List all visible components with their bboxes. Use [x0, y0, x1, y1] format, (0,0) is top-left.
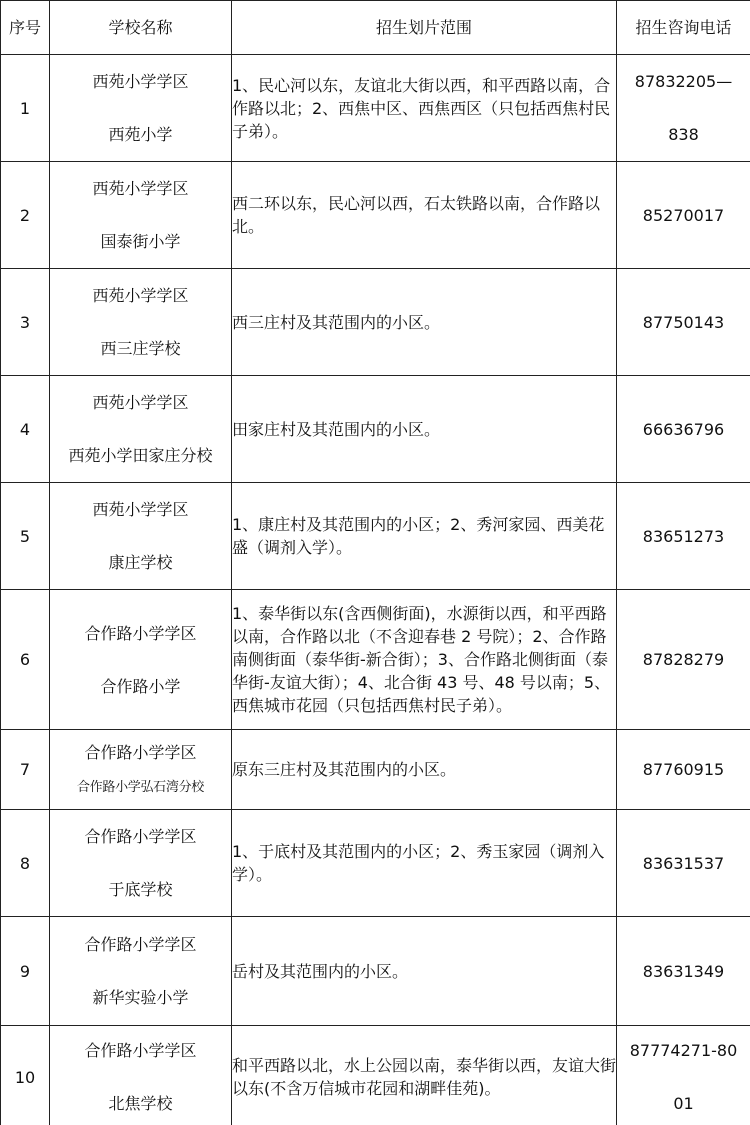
table-row: [1, 55, 750, 162]
school-name: 合作路小学: [100, 676, 181, 696]
header-row: [1, 1, 750, 55]
row-number: 5: [1, 483, 50, 590]
enrollment-range: 1、泰华街以东(含西侧街面)，水源街以西，和平西路以南，合作路以北（不含迎春巷 2 号院）；2、合作路南侧街面（泰华街-新合街）；3、合作路北侧街面（泰华街-友谊大街）；4、北合街 43 号、48 号以南；5、西焦城市花园（只包括西焦村民子弟）。: [232, 590, 617, 730]
district-name: 合作路小学学区: [84, 827, 197, 846]
table-row: [1, 810, 750, 917]
phone-number: 85270017: [617, 162, 750, 269]
row-number: 2: [1, 162, 50, 269]
district-name: 西苑小学学区: [92, 500, 189, 519]
enrollment-range: 1、于底村及其范围内的小区；2、秀玉家园（调剂入学）。: [232, 810, 617, 917]
school-name: 康庄学校: [108, 553, 173, 572]
school-cell: [50, 162, 232, 269]
enrollment-range: 岳村及其范围内的小区。: [232, 917, 617, 1026]
enrollment-range: 原东三庄村及其范围内的小区。: [232, 730, 617, 810]
school-cell: [50, 590, 232, 730]
row-number: 3: [1, 269, 50, 376]
phone-number: 83631537: [617, 810, 750, 917]
school-name: 于底学校: [108, 880, 173, 899]
table-row: [1, 376, 750, 483]
school-name: 西苑小学田家庄分校: [68, 446, 213, 465]
table-row: [1, 269, 750, 376]
phone-number: 87832205—: [634, 72, 733, 91]
enrollment-range: 1、民心河以东，友谊北大街以西，和平西路以南，合作路以北；2、西焦中区、西焦西区（只包括西焦村民子弟）。: [232, 55, 617, 162]
phone-cell: [617, 55, 750, 162]
district-name: 合作路小学学区: [84, 742, 197, 762]
phone-number: 83651273: [617, 483, 750, 590]
phone-number: 87774271-80: [629, 1041, 738, 1060]
school-name: 国泰街小学: [100, 232, 181, 251]
school-cell: [50, 730, 232, 810]
row-number: 6: [1, 590, 50, 730]
phone-number: 87760915: [617, 730, 750, 810]
district-name: 西苑小学学区: [92, 179, 189, 198]
phone-number: 87750143: [617, 269, 750, 376]
district-name: 合作路小学学区: [84, 623, 197, 643]
district-name: 西苑小学学区: [92, 286, 189, 305]
school-name: 北焦学校: [108, 1094, 173, 1113]
header-no: 序号: [1, 1, 50, 55]
header-range: 招生划片范围: [232, 1, 617, 55]
phone-extension: 01: [673, 1094, 694, 1113]
school-name: 合作路小学弘石湾分校: [76, 779, 204, 795]
enrollment-range: 田家庄村及其范围内的小区。: [232, 376, 617, 483]
district-name: 合作路小学学区: [84, 1041, 197, 1060]
row-number: 4: [1, 376, 50, 483]
district-name: 西苑小学学区: [92, 393, 189, 412]
school-name: 新华实验小学: [92, 988, 189, 1007]
header-school: 学校名称: [50, 1, 232, 55]
enrollment-range: 西三庄村及其范围内的小区。: [232, 269, 617, 376]
table-row: [1, 590, 750, 730]
phone-cell: [617, 1026, 750, 1125]
school-cell: [50, 917, 232, 1026]
enrollment-range: 西二环以东，民心河以西，石太铁路以南，合作路以北。: [232, 162, 617, 269]
table-row: [1, 483, 750, 590]
school-cell: [50, 376, 232, 483]
header-phone: 招生咨询电话: [617, 1, 750, 55]
district-name: 合作路小学学区: [84, 935, 197, 954]
school-cell: [50, 55, 232, 162]
phone-number: 87828279: [617, 590, 750, 730]
row-number: 9: [1, 917, 50, 1026]
enrollment-range: 1、康庄村及其范围内的小区；2、秀河家园、西美花盛（调剂入学）。: [232, 483, 617, 590]
row-number: 1: [1, 55, 50, 162]
table-row: [1, 1026, 750, 1125]
school-cell: [50, 483, 232, 590]
school-cell: [50, 269, 232, 376]
school-name: 西苑小学: [108, 125, 173, 144]
phone-number: 83631349: [617, 917, 750, 1026]
row-number: 8: [1, 810, 50, 917]
table-row: [1, 917, 750, 1026]
school-name: 西三庄学校: [100, 339, 181, 358]
district-name: 西苑小学学区: [92, 72, 189, 91]
table-row: [1, 730, 750, 810]
phone-number: 66636796: [617, 376, 750, 483]
table-row: [1, 162, 750, 269]
row-number: 10: [1, 1026, 50, 1125]
school-cell: [50, 810, 232, 917]
enrollment-range: 和平西路以北，水上公园以南，泰华街以西，友谊大街以东(不含万信城市花园和湖畔佳苑)。: [232, 1026, 617, 1125]
phone-extension: 838: [668, 125, 699, 144]
school-cell: [50, 1026, 232, 1125]
row-number: 7: [1, 730, 50, 810]
